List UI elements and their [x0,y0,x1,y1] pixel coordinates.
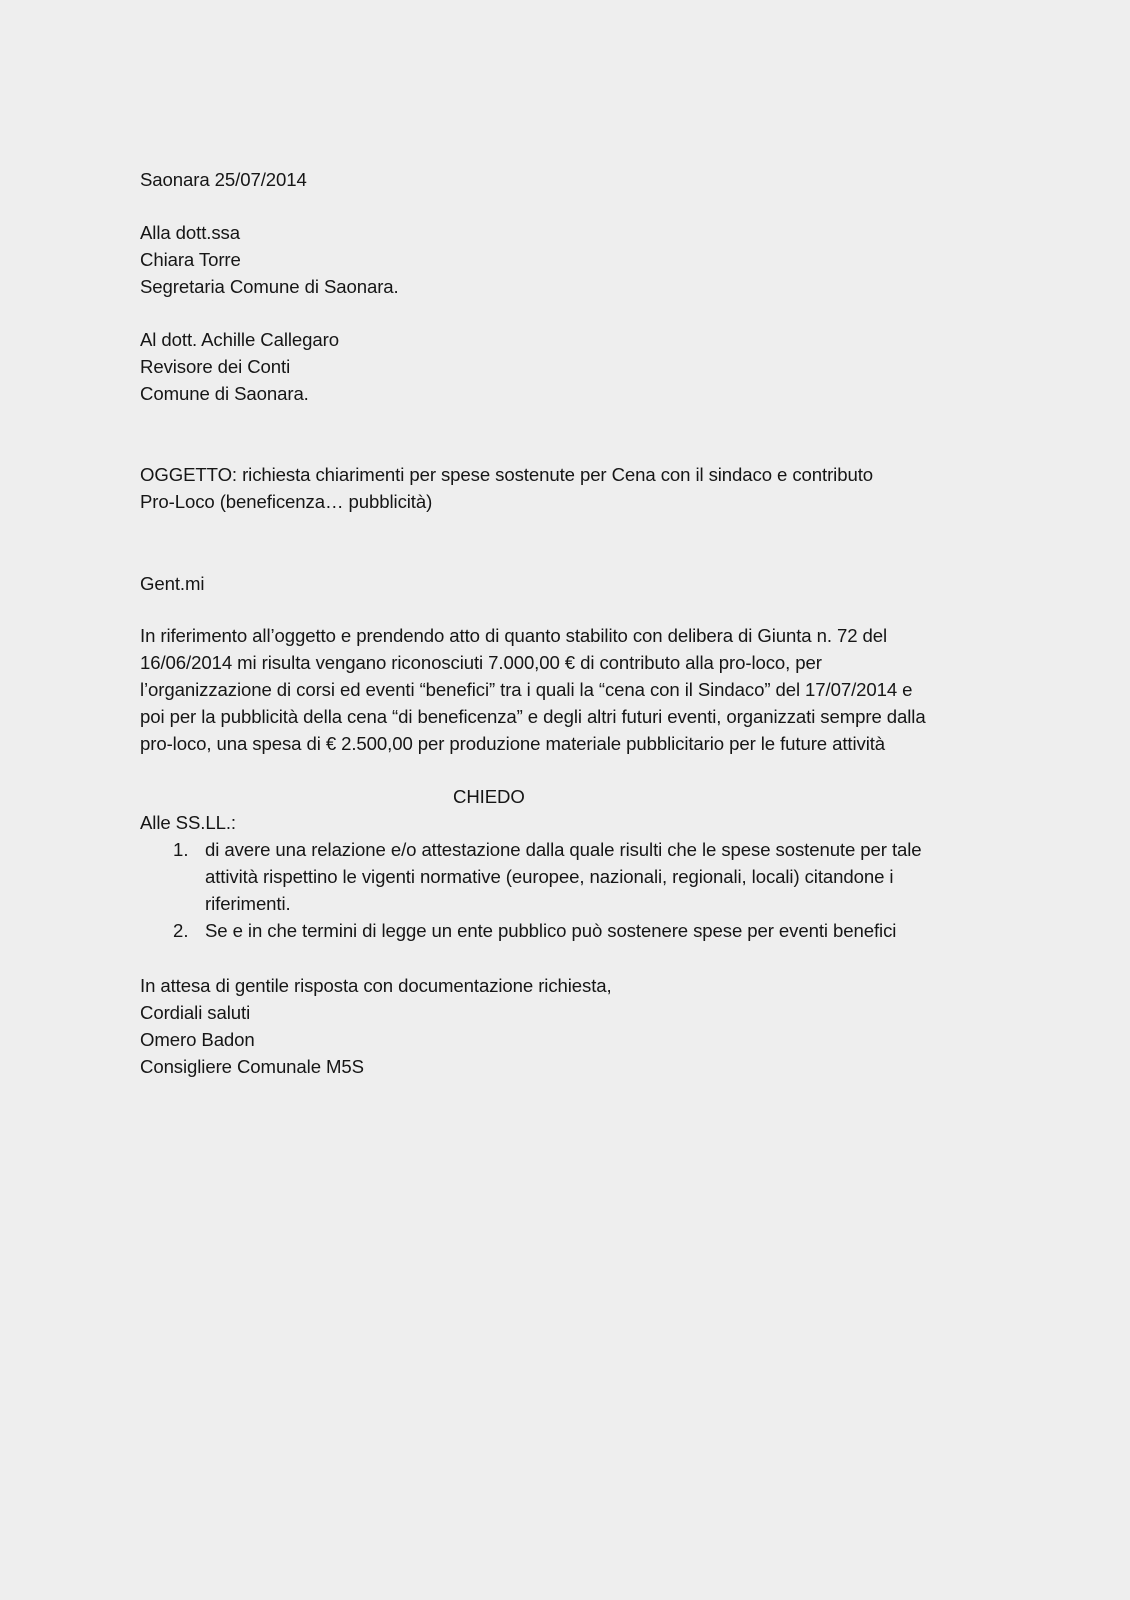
closing-line1: In attesa di gentile risposta con documentazione richiesta, [140,975,612,996]
body-line4: poi per la pubblicità della cena “di beneficenza” e degli altri futuri eventi, organizzati sempre dalla [140,706,926,727]
subject-line1: OGGETTO: richiesta chiarimenti per spese sostenute per Cena con il sindaco e contributo [140,464,873,485]
signature-name: Omero Badon [140,1029,255,1050]
recipient1-line1: Alla dott.ssa [140,222,240,243]
body-line2: 16/06/2014 mi risulta vengano riconosciuti 7.000,00 € di contributo alla pro-loco, per [140,652,822,673]
recipient2-line1: Al dott. Achille Callegaro [140,329,339,350]
body-line1: In riferimento all’oggetto e prendendo atto di quanto stabilito con delibera di Giunta n. 72 del [140,625,888,646]
request-1-number: 1. [173,839,189,860]
body-line5: pro-loco, una spesa di € 2.500,00 per produzione materiale pubblicitario per le future attività [140,733,886,754]
subject-line2: Pro-Loco (beneficenza… pubblicità) [140,491,433,512]
addressee: Alle SS.LL.: [140,812,236,833]
closing-line2: Cordiali saluti [140,1002,251,1023]
recipient2-line2: Revisore dei Conti [140,356,291,377]
place-date: Saonara 25/07/2014 [140,169,307,190]
request-1-line2: attività rispettino le vigenti normative (europee, nazionali, regionali, locali) citandone i [205,866,894,887]
body-line3: l’organizzazione di corsi ed eventi “benefici” tra i quali la “cena con il Sindaco” del 17/07/2014 e [140,679,913,700]
request-2-line1: Se e in che termini di legge un ente pubblico può sostenere spese per eventi benefici [205,920,897,941]
request-heading: CHIEDO [453,786,525,807]
salutation: Gent.mi [140,573,205,594]
recipient1-line2: Chiara Torre [140,249,241,270]
recipient1-line3: Segretaria Comune di Saonara. [140,276,399,297]
signature-title: Consigliere Comunale M5S [140,1056,364,1077]
request-1-line1: di avere una relazione e/o attestazione dalla quale risulti che le spese sostenute per tale [205,839,922,860]
recipient2-line3: Comune di Saonara. [140,383,309,404]
request-2-number: 2. [173,920,189,941]
request-1-line3: riferimenti. [205,893,291,914]
